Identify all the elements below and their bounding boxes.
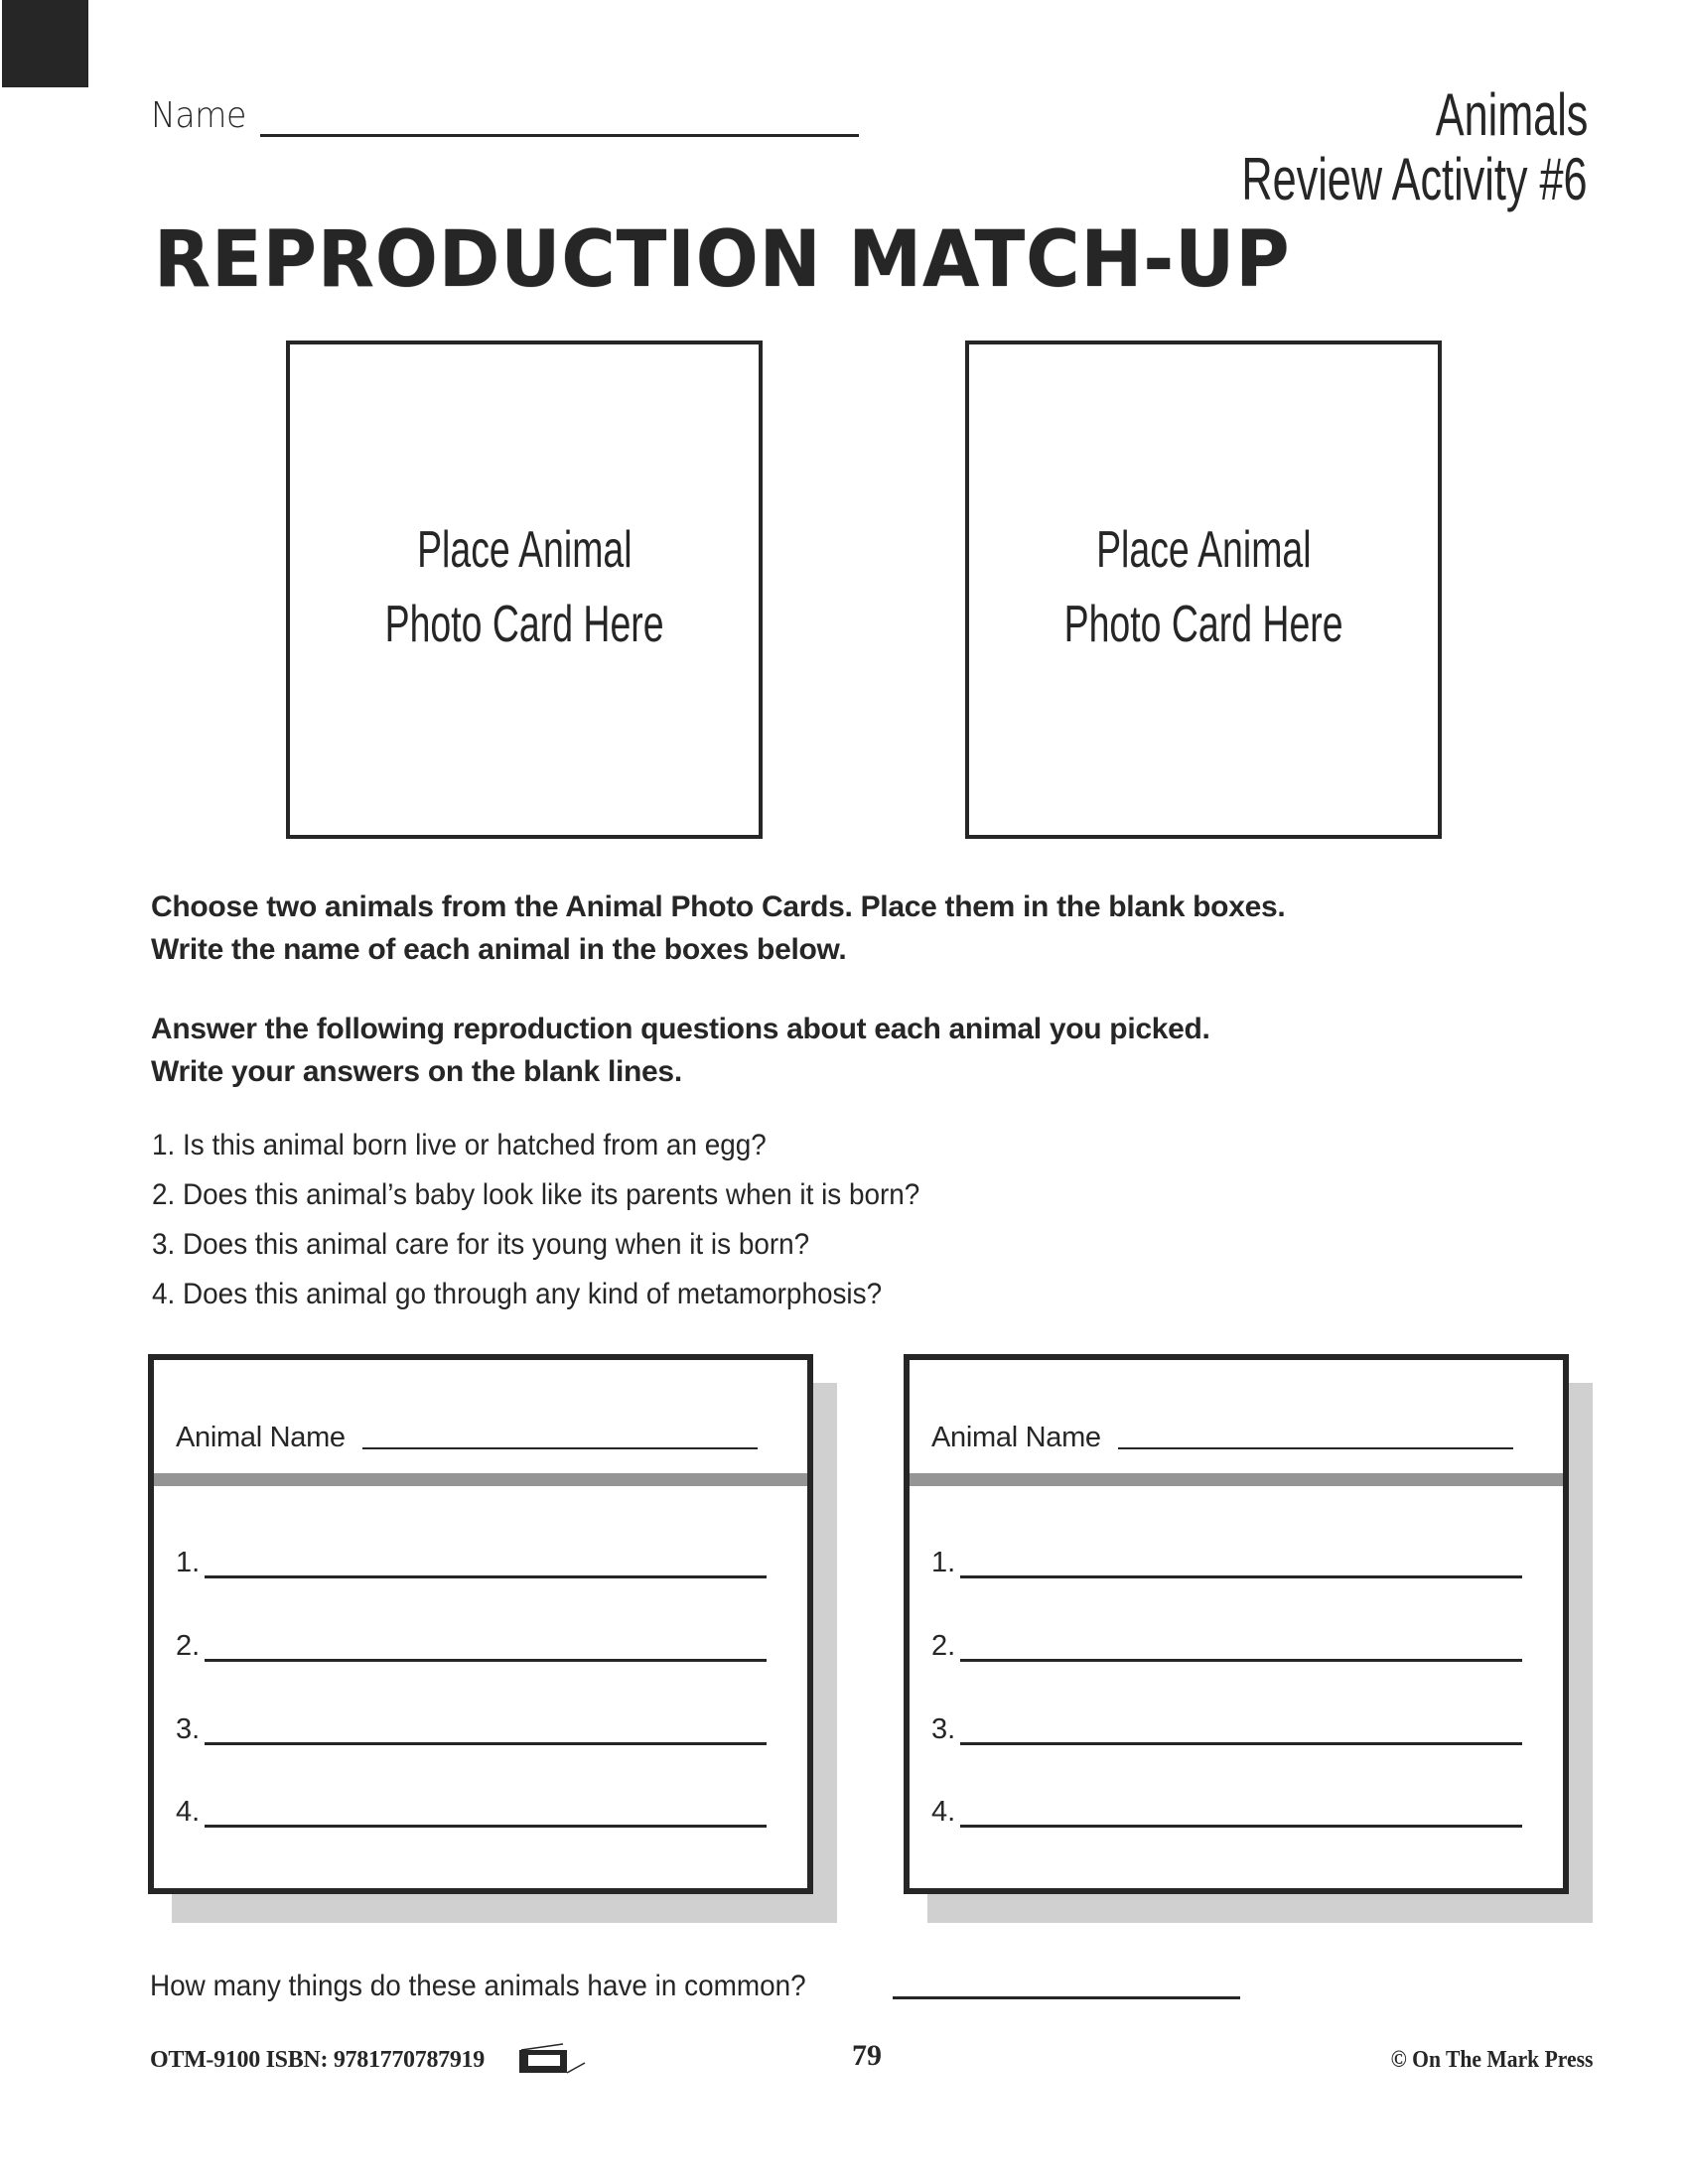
answer-input-line[interactable] [205, 1575, 767, 1578]
answer-number: 3. [176, 1713, 201, 1745]
answer-number: 4. [176, 1796, 201, 1828]
question-4: 4. Does this animal go through any kind of metamorphosis? [152, 1278, 883, 1310]
answer-row [176, 1545, 772, 1584]
answer-number: 2. [931, 1630, 956, 1662]
instruction-line: Answer the following reproduction questions about each animal you picked. [151, 1013, 1210, 1045]
answer-input-line[interactable] [960, 1659, 1522, 1662]
question-1: 1. Is this animal born live or hatched from an egg? [152, 1129, 767, 1161]
instruction-line: Choose two animals from the Animal Photo Cards. Place them in the blank boxes. [151, 890, 1286, 923]
instruction-line: Write the name of each animal in the boxes below. [151, 933, 847, 966]
answer-input-line[interactable] [205, 1825, 767, 1828]
question-2: 2. Does this animal’s baby look like its parents when it is born? [152, 1178, 920, 1211]
photo-card-placeholder [969, 513, 1438, 662]
subject-heading-text: Animals [1435, 81, 1588, 148]
photo-card-placeholder [290, 513, 759, 662]
answer-row [176, 1794, 772, 1834]
answer-number: 1. [176, 1547, 201, 1578]
placeholder-line-1: Place Animal [1095, 521, 1312, 579]
answer-row [931, 1545, 1527, 1584]
question-3: 3. Does this animal care for its young when it is born? [152, 1228, 810, 1261]
answer-number: 1. [931, 1547, 956, 1578]
name-input-line[interactable] [260, 134, 859, 137]
answer-box-2 [904, 1354, 1569, 1894]
subject-heading [1376, 83, 1588, 147]
answer-input-line[interactable] [205, 1659, 767, 1662]
instruction-line: Write your answers on the blank lines. [151, 1055, 682, 1088]
activity-heading-text: Review Activity #6 [1241, 146, 1588, 212]
answer-row [931, 1628, 1527, 1668]
animal-name-input-line[interactable] [1118, 1447, 1513, 1449]
answer-row [176, 1711, 772, 1751]
answer-number: 3. [931, 1713, 956, 1745]
answer-input-line[interactable] [960, 1742, 1522, 1745]
photo-card-slot-1[interactable] [286, 341, 763, 839]
answer-input-line[interactable] [960, 1825, 1522, 1828]
common-answer-line[interactable] [893, 1996, 1240, 1999]
answer-row [931, 1711, 1527, 1751]
common-question: How many things do these animals have in common? [150, 1970, 806, 2002]
placeholder-line-2: Photo Card Here [1063, 596, 1343, 653]
animal-name-label: Animal Name [176, 1422, 346, 1453]
answer-row [931, 1794, 1527, 1834]
footer-copyright: © On The Mark Press [1390, 2047, 1593, 2073]
publisher-logo-icon [519, 2043, 587, 2075]
placeholder-line-2: Photo Card Here [384, 596, 664, 653]
corner-tab-marker [2, 0, 88, 87]
answer-row [176, 1628, 772, 1668]
answer-input-line[interactable] [205, 1742, 767, 1745]
page-title-text: REPRODUCTION MATCH-UP [154, 215, 1291, 305]
page-title [154, 215, 1291, 305]
divider-bar [154, 1473, 807, 1486]
activity-heading [1107, 148, 1588, 211]
animal-name-label: Animal Name [931, 1422, 1101, 1453]
answer-number: 4. [931, 1796, 956, 1828]
answer-number: 2. [176, 1630, 201, 1662]
name-label: Name [151, 95, 246, 136]
divider-bar [910, 1473, 1563, 1486]
placeholder-line-1: Place Animal [416, 521, 633, 579]
footer-code-isbn: OTM-9100 ISBN: 9781770787919 [150, 2047, 485, 2073]
page-number: 79 [852, 2039, 882, 2072]
photo-card-slot-2[interactable] [965, 341, 1442, 839]
answer-box-1 [148, 1354, 813, 1894]
answer-input-line[interactable] [960, 1575, 1522, 1578]
animal-name-input-line[interactable] [362, 1447, 758, 1449]
